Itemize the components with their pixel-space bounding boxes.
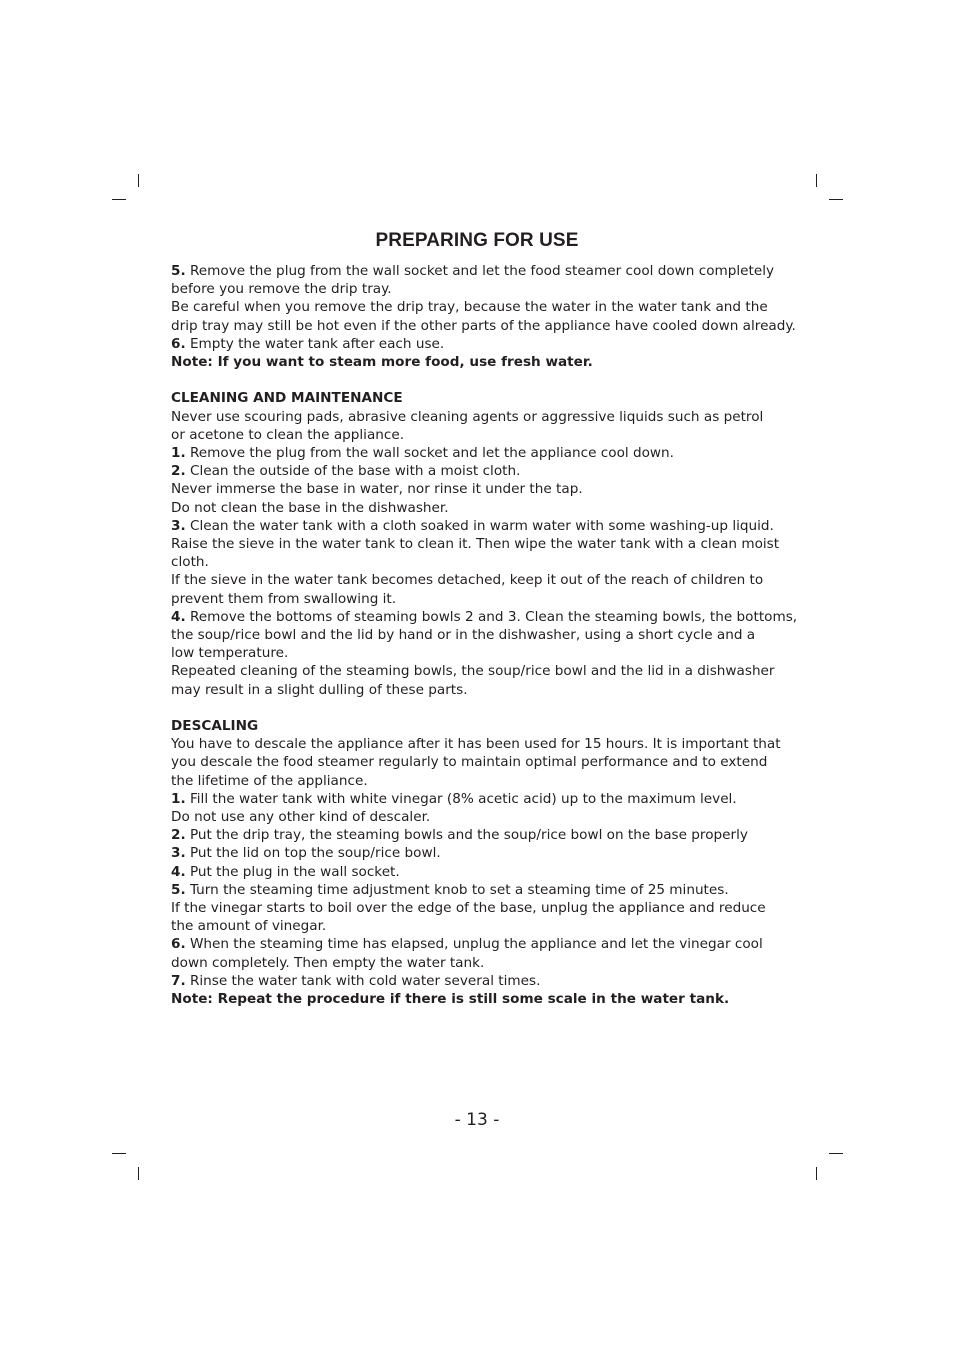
- numbered-step-line: [171, 881, 791, 899]
- line-text: Put the plug in the wall socket.: [185, 863, 400, 880]
- crop-mark-bottom-left-vertical: [138, 1167, 139, 1180]
- text-line: [171, 917, 791, 935]
- step-number: 6.: [171, 335, 186, 352]
- step-number: 3.: [171, 845, 186, 862]
- crop-mark-top-left-vertical: [138, 174, 139, 187]
- descaling-heading: DESCALING: [171, 718, 259, 735]
- line-text: Clean the water tank with a cloth soaked in warm water with some washing-up liquid.: [185, 517, 774, 534]
- line-text: Never use scouring pads, abrasive cleaning agents or aggressive liquids such as petrol: [171, 408, 764, 425]
- line-text: You have to descale the appliance after it has been used for 15 hours. It is important that: [171, 736, 781, 753]
- line-text: Raise the sieve in the water tank to clean it. Then wipe the water tank with a clean moist: [171, 536, 780, 553]
- text-line: [171, 280, 791, 298]
- numbered-step-line: [171, 262, 791, 280]
- text-line: [171, 735, 791, 753]
- line-text: When the steaming time has elapsed, unplug the appliance and let the vinegar cool: [185, 936, 763, 953]
- section-gap: [171, 699, 791, 717]
- line-text: before you remove the drip tray.: [171, 281, 392, 298]
- text-line: [171, 662, 791, 680]
- line-text: prevent them from swallowing it.: [171, 590, 397, 607]
- cleaning-heading: CLEANING AND MAINTENANCE: [171, 390, 403, 407]
- line-text: Do not clean the base in the dishwasher.: [171, 499, 449, 516]
- crop-mark-top-right-vertical: [816, 174, 817, 187]
- numbered-step-line: [171, 972, 791, 990]
- line-text: Remove the plug from the wall socket and let the food steamer cool down completely: [185, 263, 775, 279]
- numbered-step-line: [171, 863, 791, 881]
- numbered-step-line: [171, 826, 791, 844]
- numbered-step-line: [171, 335, 791, 353]
- step-number: 1.: [171, 445, 186, 462]
- numbered-step-line: [171, 517, 791, 535]
- text-line: [171, 571, 791, 589]
- text-line: [171, 426, 791, 444]
- line-text: Clean the outside of the base with a moist cloth.: [185, 463, 521, 480]
- note-line: [171, 353, 791, 371]
- step-number: 2.: [171, 827, 186, 844]
- step-number: 6.: [171, 936, 186, 953]
- line-text: may result in a slight dulling of these parts.: [171, 681, 468, 698]
- numbered-step-line: [171, 608, 798, 626]
- step-number: 2.: [171, 463, 186, 480]
- text-line: [171, 590, 791, 608]
- text-line: [171, 499, 791, 517]
- line-text: Repeated cleaning of the steaming bowls, the soup/rice bowl and the lid in a dishwasher: [171, 663, 775, 680]
- page-title: PREPARING FOR USE: [375, 230, 579, 251]
- text-line: [171, 480, 791, 498]
- line-text: the amount of vinegar.: [171, 918, 327, 935]
- text-line: [171, 753, 791, 771]
- numbered-step-line: [171, 462, 791, 480]
- crop-mark-bottom-left-horizontal: [112, 1153, 126, 1154]
- line-text: Rinse the water tank with cold water several times.: [185, 972, 541, 989]
- numbered-step-line: [171, 844, 791, 862]
- text-line: [171, 626, 791, 644]
- crop-mark-bottom-right-horizontal: [829, 1153, 843, 1154]
- text-line: [171, 644, 791, 662]
- crop-mark-top-left-horizontal: [112, 199, 126, 200]
- line-text: Remove the bottoms of steaming bowls 2 and 3. Clean the steaming bowls, the bottoms,: [185, 608, 798, 625]
- step-number: 5.: [171, 881, 186, 898]
- line-text: Never immerse the base in water, nor rinse it under the tap.: [171, 481, 583, 498]
- section-gap: [171, 371, 791, 389]
- crop-mark-top-right-horizontal: [829, 199, 843, 200]
- step-number: 7.: [171, 972, 186, 989]
- line-text: low temperature.: [171, 645, 289, 662]
- cleaning-section: [171, 408, 798, 699]
- line-text: the lifetime of the appliance.: [171, 772, 368, 789]
- line-text: Turn the steaming time adjustment knob to set a steaming time of 25 minutes.: [185, 881, 729, 898]
- numbered-step-line: [171, 935, 791, 953]
- text-line: [171, 772, 791, 790]
- numbered-step-line: [171, 790, 791, 808]
- numbered-step-line: [171, 444, 791, 462]
- text-line: [171, 681, 791, 699]
- text-line: [171, 808, 791, 826]
- line-text: the soup/rice bowl and the lid by hand or in the dishwasher, using a short cycle and a: [171, 627, 756, 644]
- line-text: Remove the plug from the wall socket and let the appliance cool down.: [185, 445, 674, 462]
- note-line: [171, 990, 791, 1008]
- line-text: you descale the food steamer regularly to maintain optimal performance and to extend: [171, 754, 768, 771]
- step-number: 3.: [171, 517, 186, 534]
- text-line: [171, 408, 791, 426]
- intro-section: [171, 262, 796, 371]
- note-text: Note: If you want to steam more food, use fresh water.: [171, 354, 593, 371]
- text-line: [171, 535, 791, 553]
- descaling-section: [171, 735, 791, 1008]
- line-text: cloth.: [171, 554, 209, 571]
- crop-mark-bottom-right-vertical: [816, 1167, 817, 1180]
- text-line: [171, 553, 791, 571]
- step-number: 5.: [171, 263, 186, 279]
- line-text: Be careful when you remove the drip tray, because the water in the water tank and the: [171, 299, 768, 316]
- line-text: drip tray may still be hot even if the other parts of the appliance have cooled down already.: [171, 317, 796, 334]
- line-text: Empty the water tank after each use.: [185, 335, 445, 352]
- text-line: [171, 317, 796, 335]
- step-number: 4.: [171, 608, 186, 625]
- line-text: If the vinegar starts to boil over the edge of the base, unplug the appliance and reduce: [171, 900, 766, 917]
- line-text: Put the lid on top the soup/rice bowl.: [185, 845, 441, 862]
- text-line: [171, 899, 791, 917]
- line-text: If the sieve in the water tank becomes detached, keep it out of the reach of children to: [171, 572, 764, 589]
- line-text: Fill the water tank with white vinegar (8% acetic acid) up to the maximum level.: [185, 790, 737, 807]
- text-line: [171, 298, 791, 316]
- page-content: [171, 262, 798, 1008]
- line-text: Put the drip tray, the steaming bowls and the soup/rice bowl on the base properly: [185, 827, 748, 844]
- line-text: down completely. Then empty the water tank.: [171, 954, 485, 971]
- page-number: - 13 -: [454, 1110, 500, 1130]
- line-text: or acetone to clean the appliance.: [171, 426, 405, 443]
- note-text: Note: Repeat the procedure if there is still some scale in the water tank.: [171, 991, 730, 1008]
- line-text: Do not use any other kind of descaler.: [171, 809, 431, 826]
- text-line: [171, 954, 791, 972]
- step-number: 4.: [171, 863, 186, 880]
- step-number: 1.: [171, 790, 186, 807]
